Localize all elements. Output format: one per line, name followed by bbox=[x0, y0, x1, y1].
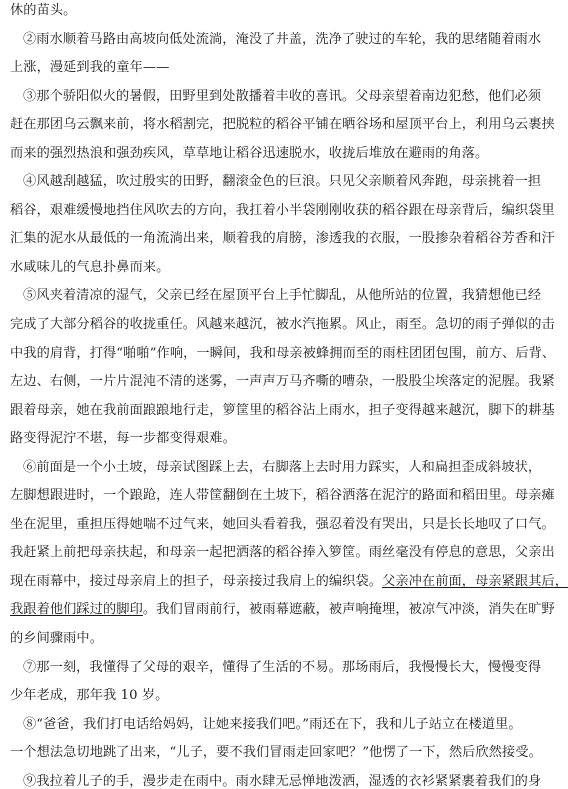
underlined-text: 父亲冲在前面，母亲紧跟其后， bbox=[382, 573, 568, 589]
paragraph-line: 完成了大部分稻谷的收拢重任。风越来越沉，被水汽拖累。风止，雨至。急切的雨子弹似的击 bbox=[10, 317, 555, 333]
paragraph-line: ③那个骄阳似火的暑假，田野里到处散播着丰收的喜讯。父母亲望着南边犯愁，他们必须 bbox=[23, 88, 542, 104]
paragraph-line: ⑦那一刻，我懂得了父母的艰辛，懂得了生活的不易。那场雨后，我慢慢长大，慢慢变得 bbox=[23, 659, 542, 675]
paragraph-line: 左边、右侧，一片片混沌不清的迷雾，一声声万马齐嘶的嘈杂，一股股尘埃落定的泥腥。我紧 bbox=[10, 374, 555, 390]
paragraph-line: ⑥前面是一个小土坡，母亲试图踩上去，右脚落上去时用力踩实，人和扁担歪成斜坡状， bbox=[23, 459, 542, 475]
paragraph-line: 赶在那团乌云飘来前，将水稻割完，把脱粒的稻谷平铺在晒谷场和屋顶平台上，利用乌云裹挟 bbox=[10, 117, 555, 133]
paragraph-line: ⑨我拉着儿子的手，漫步走在雨中。雨水肆无忌惮地泼洒，湿透的衣衫紧紧裹着我们的身 bbox=[23, 773, 542, 789]
paragraph-line: 少年老成，那年我 10 岁。 bbox=[10, 688, 169, 704]
paragraph-line: 稻谷，艰难缓慢地挡住风吹去的方向，我扛着小半袋刚刚收获的稻谷跟在母亲背后，编织袋里 bbox=[10, 202, 555, 218]
paragraph-line: 我赶紧上前把母亲扶起，和母亲一起把洒落的稻谷捧入箩筐。雨丝毫没有停息的意思，父亲出 bbox=[10, 545, 555, 561]
paragraph-line: 的乡间骤雨中。 bbox=[10, 631, 104, 647]
paragraph-line bbox=[10, 573, 568, 589]
line-text: 现在雨幕中，接过母亲肩上的担子，母亲接过我肩上的编织袋。 bbox=[10, 573, 383, 589]
paragraph-line: 中我的肩背，打得“啪啪”作响，一瞬间，我和母亲被蜂拥而至的雨柱团团包围，前方、后背、 bbox=[10, 345, 556, 361]
paragraph-line: 上涨，漫延到我的童年—— bbox=[10, 60, 170, 76]
paragraph-line: ⑤风夹着清凉的湿气，父亲已经在屋顶平台上手忙脚乱，从他所站的位置，我猜想他已经 bbox=[23, 288, 542, 304]
paragraph-line bbox=[10, 602, 555, 618]
paragraph-line: 坐在泥里，重担压得她喘不过气来，她回头看着我，强忍着没有哭出，只是长长地叹了口气。 bbox=[10, 516, 555, 532]
paragraph-line: ④风越刮越猛，吹过殷实的田野，翻滚金色的巨浪。只见父亲顺着风奔跑，母亲挑着一担 bbox=[23, 174, 542, 190]
paragraph-line: ②雨水顺着马路由高坡向低处流淌，淹没了井盖，洗净了驶过的车轮，我的思绪随着雨水 bbox=[23, 31, 542, 47]
paragraph-line: 休的苗头。 bbox=[10, 3, 77, 18]
underlined-text: 我跟着他们踩过的脚印 bbox=[10, 602, 143, 618]
paragraph-line: 路变得泥泞不堪，每一步都变得艰难。 bbox=[10, 431, 236, 447]
paragraph-line: 水咸味儿的气息扑鼻而来。 bbox=[10, 259, 170, 275]
paragraph-line: 一个想法急切地跳了出来，“儿子，要不我们冒雨走回家吧？”他愣了一下，然后欣然接受。 bbox=[10, 745, 542, 761]
paragraph-line: 而来的强烈热浪和强劲疾风，草草地让稻谷迅速脱水，收拢后堆放在避雨的角落。 bbox=[10, 145, 489, 161]
paragraph-line: 跟着母亲，她在我前面踉踉地行走，箩筐里的稻谷沾上雨水，担子变得越来越沉，脚下的耕基 bbox=[10, 402, 555, 418]
paragraph-line: 汇集的泥水从最低的一角流淌出来，顺着我的肩膀，渗透我的衣服，一股掺杂着稻谷芳香和汗 bbox=[10, 231, 555, 247]
line-text: 。我们冒雨前行，被雨幕遮蔽，被声响掩埋，被凉气冲淡，消失在旷野 bbox=[142, 602, 555, 618]
paragraph-line: 左脚想跟进时，一个踉跄，连人带筐翻倒在土坡下，稻谷洒落在泥泞的路面和稻田里。母亲瘫 bbox=[10, 488, 555, 504]
paragraph-line: ⑧“爸爸，我们打电话给妈妈，让她来接我们吧。”雨还在下，我和儿子站立在楼道里。 bbox=[23, 716, 522, 732]
